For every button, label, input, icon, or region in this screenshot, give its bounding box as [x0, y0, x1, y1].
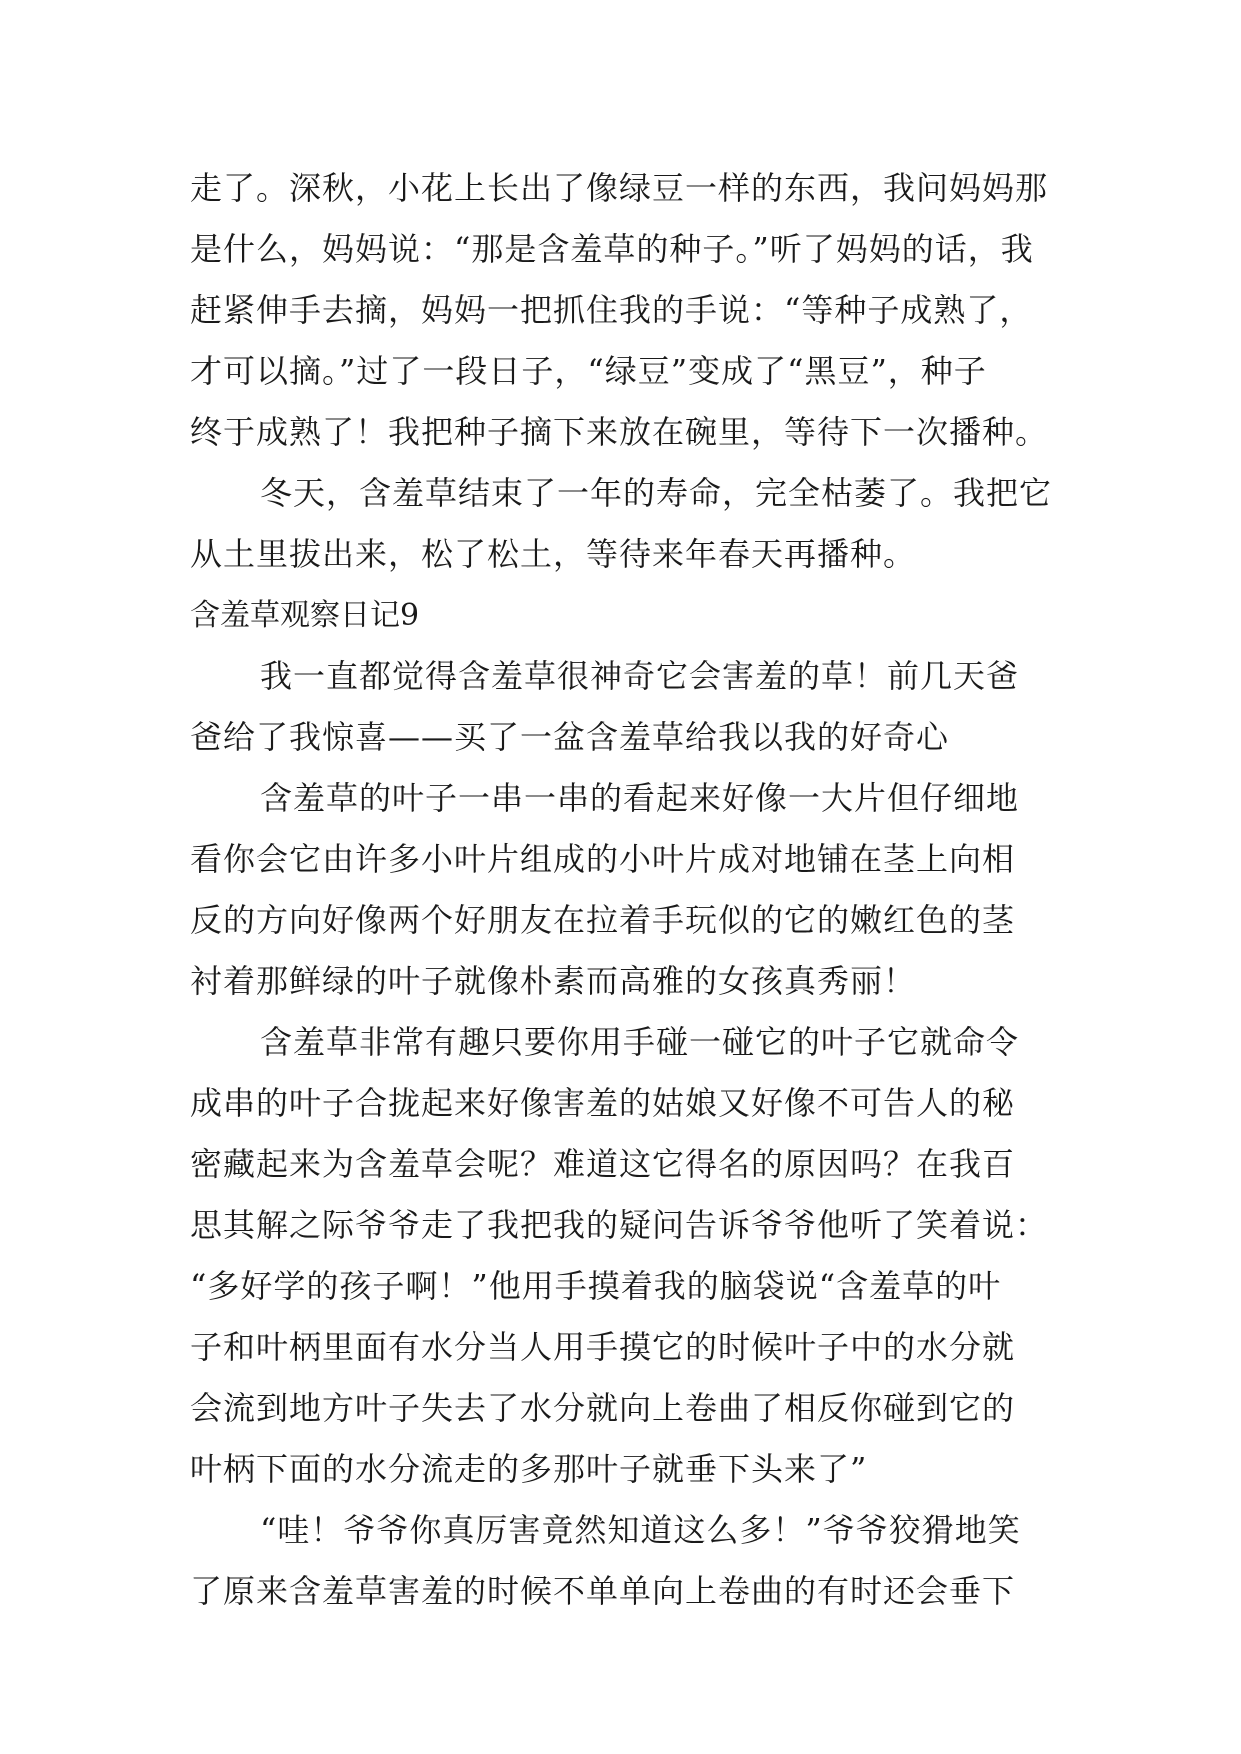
text-line: 叶柄下面的水分流走的多那叶子就垂下头来了”	[190, 1450, 868, 1488]
text-line: 从土里拔出来，松了松土，等待来年春天再播种。	[190, 535, 917, 573]
paragraph	[190, 768, 1060, 1012]
section-heading	[190, 585, 1060, 646]
text-line: 才可以摘。”过了一段日子，“绿豆”变成了“黑豆”，种子	[190, 352, 987, 390]
document-body	[190, 158, 1060, 1622]
text-line: 是什么，妈妈说：“那是含羞草的种子。”听了妈妈的话，我	[190, 230, 1034, 268]
heading-text: 含羞草观察日记9	[190, 598, 420, 633]
paragraph	[190, 1500, 1060, 1622]
text-line: 含羞草非常有趣只要你用手碰一碰它的叶子它就命令	[260, 1023, 1020, 1061]
text-line: “多好学的孩子啊！”他用手摸着我的脑袋说“含羞草的叶	[190, 1267, 1002, 1305]
text-line: 会流到地方叶子失去了水分就向上卷曲了相反你碰到它的	[190, 1389, 1016, 1427]
paragraph	[190, 463, 1060, 585]
text-line: 看你会它由许多小叶片组成的小叶片成对地铺在茎上向相	[190, 840, 1016, 878]
text-line: 密藏起来为含羞草会呢？难道这它得名的原因吗？在我百	[190, 1145, 1016, 1183]
text-line: 爸给了我惊喜——买了一盆含羞草给我以我的好奇心	[190, 718, 950, 756]
text-line: 冬天，含羞草结束了一年的寿命，完全枯萎了。我把它	[260, 474, 1053, 512]
text-line: 我一直都觉得含羞草很神奇它会害羞的草！前几天爸	[260, 657, 1020, 695]
text-line: 了原来含羞草害羞的时候不单单向上卷曲的有时还会垂下	[190, 1572, 1016, 1610]
text-line: 思其解之际爷爷走了我把我的疑问告诉爷爷他听了笑着说：	[190, 1206, 1049, 1244]
text-line: 含羞草的叶子一串一串的看起来好像一大片但仔细地	[260, 779, 1020, 817]
text-line: 衬着那鲜绿的叶子就像朴素而高雅的女孩真秀丽！	[190, 962, 917, 1000]
text-line: 终于成熟了！我把种子摘下来放在碗里，等待下一次播种。	[190, 413, 1049, 451]
text-line: 赶紧伸手去摘，妈妈一把抓住我的手说：“等种子成熟了，	[190, 291, 1033, 329]
text-line: 走了。深秋，小花上长出了像绿豆一样的东西，我问妈妈那	[190, 169, 1049, 207]
text-line: 子和叶柄里面有水分当人用手摸它的时候叶子中的水分就	[190, 1328, 1016, 1366]
paragraph	[190, 646, 1060, 768]
text-line: 成串的叶子合拢起来好像害羞的姑娘又好像不可告人的秘	[190, 1084, 1016, 1122]
paragraph	[190, 158, 1060, 463]
text-line: “哇！爷爷你真厉害竟然知道这么多！”爷爷狡猾地笑	[260, 1511, 1021, 1549]
paragraph	[190, 1012, 1060, 1500]
text-line: 反的方向好像两个好朋友在拉着手玩似的它的嫩红色的茎	[190, 901, 1016, 939]
